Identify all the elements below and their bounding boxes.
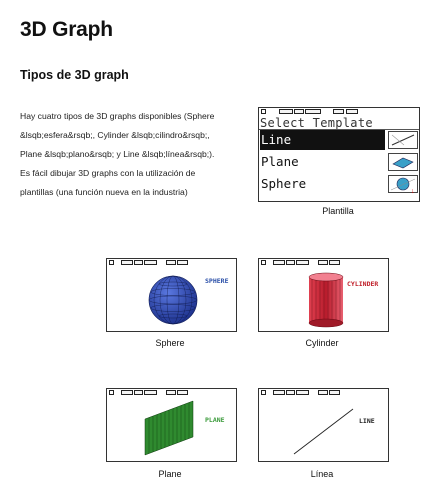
template-header: Select Template <box>260 116 373 130</box>
section-subtitle: Tipos de 3D graph <box>20 68 129 82</box>
plane-template-icon <box>388 153 418 171</box>
status-math <box>279 109 293 114</box>
plane-graph <box>107 389 236 461</box>
template-item-sphere[interactable]: Sphere <box>261 176 307 191</box>
template-screen <box>258 107 420 202</box>
battery-icon <box>261 109 266 114</box>
template-item-plane[interactable]: Plane <box>261 154 299 169</box>
cylinder-screen <box>258 258 389 332</box>
template-caption: Plantilla <box>322 206 354 216</box>
line-screen <box>258 388 389 462</box>
sphere-screen <box>106 258 237 332</box>
status-norm <box>305 109 321 114</box>
sphere-graph <box>107 259 236 331</box>
cylinder-label: CYLINDER <box>347 280 379 288</box>
line-graph <box>259 389 388 461</box>
sphere-label: SPHERE <box>205 277 229 285</box>
plane-screen <box>106 388 237 462</box>
status-rad <box>294 109 304 114</box>
line-template-icon <box>388 131 418 149</box>
sphere-caption: Sphere <box>155 338 185 348</box>
page-title: 3D Graph <box>20 18 113 41</box>
plane-caption: Plane <box>158 469 182 479</box>
status-real <box>346 109 358 114</box>
cylinder-caption: Cylinder <box>305 338 339 348</box>
line-label: LINE <box>359 417 375 425</box>
status-bar <box>259 108 419 115</box>
scroll-down-icon[interactable]: ↓ <box>411 188 415 195</box>
cylinder-graph <box>259 259 388 331</box>
description-text: Hay cuatro tipos de 3D graphs disponibles (Sphere &lsqb;esfera&rsqb;, Cylinder &lsqb;cilindro&rsqb;, Plane &lsqb;plano&rsqb; y Line &lsqb;línea&rsqb;). Es fácil dibujar 3D graphs con la utilización de plantillas (una función nueva en la industria) <box>20 111 215 197</box>
line-caption: Línea <box>310 469 334 479</box>
template-item-line[interactable]: Line <box>260 130 385 150</box>
plane-label: PLANE <box>205 416 225 424</box>
status-dc <box>333 109 344 114</box>
